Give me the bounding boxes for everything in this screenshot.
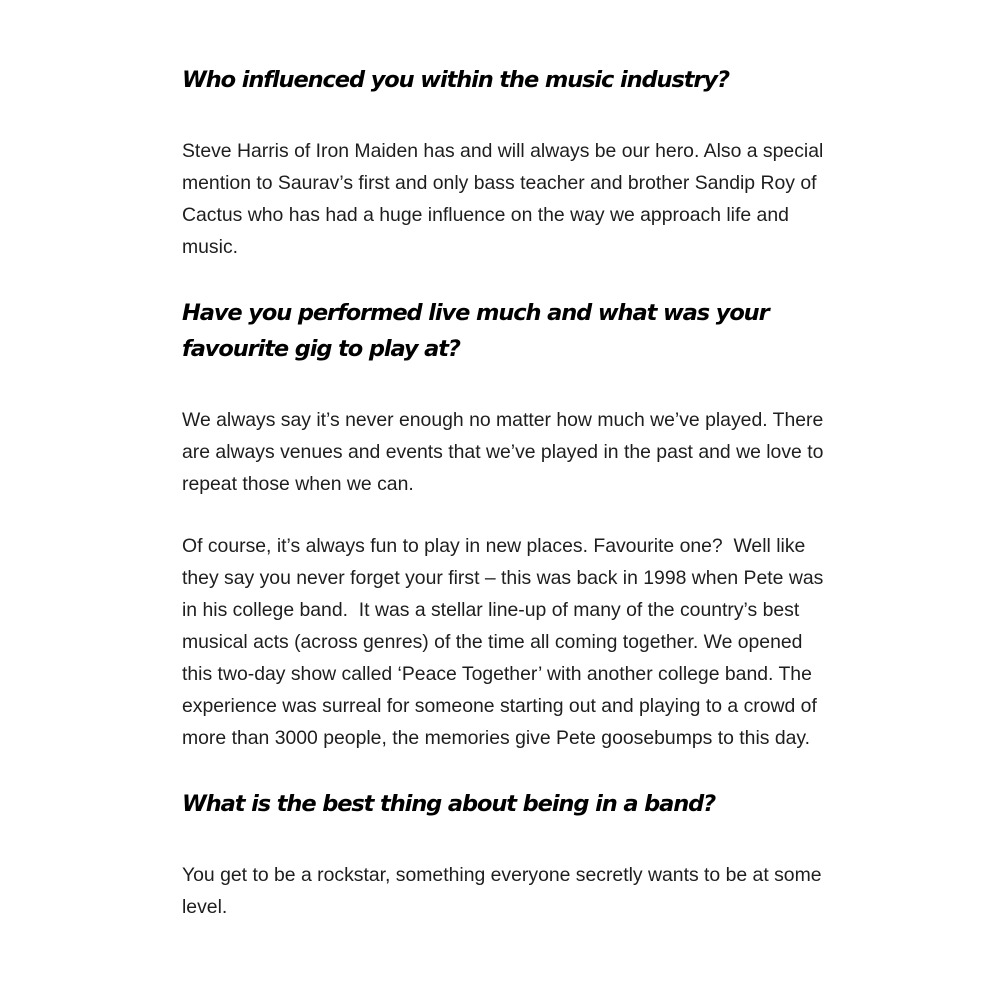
- answer-best-thing-band: You get to be a rockstar, something everyone secretly wants to be at some level.: [182, 864, 827, 918]
- answer-influences: Steve Harris of Iron Maiden has and will always be our hero. Also a special mention to Saurav’s first and only bass teacher and brother Sandip Roy of Cactus who has had a huge influence on the way we approach life and music.: [182, 140, 829, 258]
- answer-live-performance-paragraph-2: Of course, it’s always fun to play in new places. Favourite one? Well like they say you never forget your first – this was back in 1998 when Pete was in his college band. It was a stellar line-up of many of the country’s best musical acts (across genres) of the time all coming together. We opened this two-day show called ‘Peace Together’ with another college band. The experience was surreal for someone starting out and playing to a crowd of more than 3000 people, the memories give Pete goosebumps to this day.: [182, 535, 829, 749]
- question-live-performance: Have you performed live much and what was your favourite gig to play at?: [182, 300, 769, 362]
- interview-article: [182, 62, 832, 923]
- question-best-thing-band: What is the best thing about being in a band?: [182, 791, 716, 817]
- question-influences: Who influenced you within the music industry?: [182, 67, 729, 93]
- answer-live-performance-paragraph-1: We always say it’s never enough no matter how much we’ve played. There are always venues and events that we’ve played in the past and we love to repeat those when we can.: [182, 409, 829, 495]
